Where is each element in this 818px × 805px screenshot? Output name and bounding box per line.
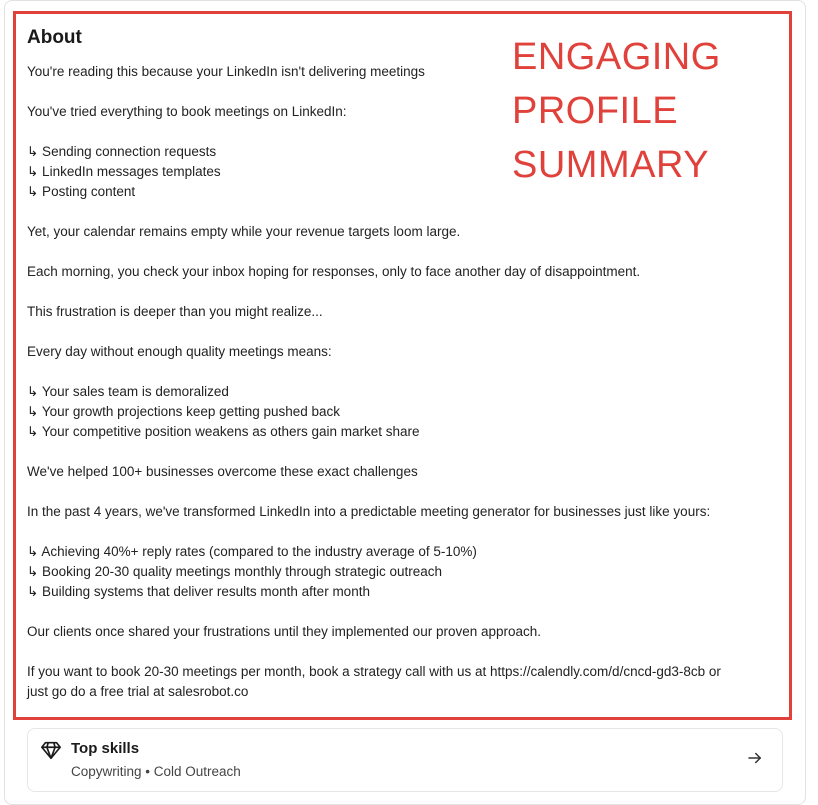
about-line: You've tried everything to book meetings on LinkedIn:: [27, 104, 347, 119]
about-bullet: ↳ Your growth projections keep getting pushed back: [27, 404, 341, 419]
about-heading: About: [27, 27, 82, 48]
about-blank-line: [27, 82, 777, 102]
about-line: In the past 4 years, we've transformed LinkedIn into a predictable meeting generator for businesses just like yours:: [27, 504, 711, 519]
top-skills-title: Top skills: [71, 740, 140, 757]
about-bullet: ↳ Building systems that deliver results month after month: [27, 584, 370, 599]
about-blank-line: [27, 442, 777, 462]
about-bullet: ↳ LinkedIn messages templates: [27, 164, 221, 179]
about-blank-line: [27, 482, 777, 502]
about-blank-line: [27, 322, 777, 342]
about-blank-line: [27, 522, 777, 542]
about-line: This frustration is deeper than you might realize...: [27, 304, 323, 319]
about-blank-line: [27, 242, 777, 262]
about-line: Yet, your calendar remains empty while your revenue targets loom large.: [27, 224, 461, 239]
top-skills-section[interactable]: [27, 728, 783, 792]
about-line: Each morning, you check your inbox hoping for responses, only to face another day of disappointment.: [27, 264, 641, 279]
annotation-line: PROFILE: [512, 90, 679, 132]
about-blank-line: [27, 642, 777, 662]
top-skills-list: Copywriting • Cold Outreach: [71, 764, 241, 779]
about-bullet: ↳ Your sales team is demoralized: [27, 384, 229, 399]
annotation-line: SUMMARY: [512, 144, 710, 186]
about-bullet: ↳ Sending connection requests: [27, 144, 217, 159]
annotation-line: ENGAGING: [512, 36, 721, 78]
about-blank-line: [27, 202, 777, 222]
about-bullet: ↳ Achieving 40%+ reply rates (compared to the industry average of 5-10%): [27, 544, 477, 559]
about-blank-line: [27, 362, 777, 382]
about-bullet: ↳ Your competitive position weakens as others gain market share: [27, 424, 420, 439]
about-bullet: ↳ Posting content: [27, 184, 136, 199]
about-blank-line: [27, 282, 777, 302]
about-summary-text: [27, 62, 777, 702]
about-line: We've helped 100+ businesses overcome these exact challenges: [27, 464, 418, 479]
about-line: just go do a free trial at salesrobot.co: [27, 684, 249, 699]
about-line: You're reading this because your LinkedIn isn't delivering meetings: [27, 64, 425, 79]
about-blank-line: [27, 602, 777, 622]
about-blank-line: [27, 122, 777, 142]
about-line: Our clients once shared your frustrations until they implemented our proven approach.: [27, 624, 542, 639]
about-line: If you want to book 20-30 meetings per month, book a strategy call with us at https://calendly.com/d/cncd-gd3-8cb or: [27, 664, 721, 679]
about-bullet: ↳ Booking 20-30 quality meetings monthly through strategic outreach: [27, 564, 443, 579]
arrow-right-icon[interactable]: [746, 749, 764, 767]
about-line: Every day without enough quality meetings means:: [27, 344, 332, 359]
diamond-icon: [40, 739, 62, 761]
